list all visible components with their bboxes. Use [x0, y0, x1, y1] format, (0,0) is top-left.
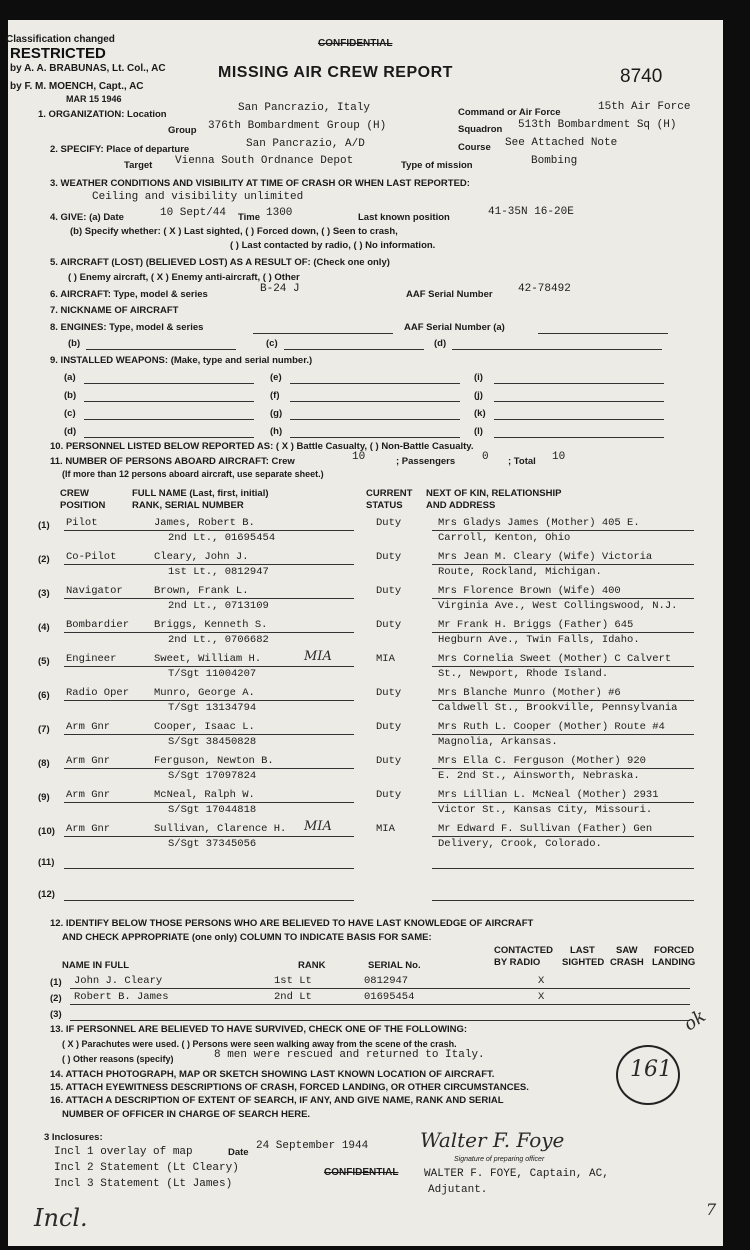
blank-line [432, 700, 694, 701]
crash-header: CRASH [610, 957, 644, 968]
crew-position: Co-Pilot [66, 551, 117, 563]
weapon-slot-label: (j) [474, 390, 483, 401]
course-value: See Attached Note [505, 137, 618, 149]
crew-status: MIA [376, 653, 395, 665]
crew-status: Duty [376, 517, 402, 529]
blank-line [64, 666, 354, 667]
blank-line [290, 401, 460, 402]
squadron-value: 513th Bombardment Sq (H) [518, 119, 677, 131]
aircraft-type: B-24 J [260, 283, 300, 295]
crew-rank-serial: 2nd Lt., 01695454 [168, 532, 276, 544]
form-title: MISSING AIR CREW REPORT [218, 64, 453, 81]
blank-line [84, 401, 254, 402]
s13-line1: 13. IF PERSONNEL ARE BELIEVED TO HAVE SURVIVED, CHECK ONE OF THE FOLLOWING: [50, 1024, 467, 1035]
name-full-header: NAME IN FULL [62, 960, 130, 971]
contacted-header: CONTACTED [494, 945, 553, 956]
sighted-header: SIGHTED [562, 957, 605, 968]
blank-line [64, 900, 354, 901]
blank-line [64, 734, 354, 735]
crew-name: Briggs, Kenneth S. [154, 619, 268, 631]
stamp-date: MAR 15 1946 [66, 94, 122, 104]
crew-rank-serial: S/Sgt 17044818 [168, 804, 257, 816]
weapon-slot-label: (e) [270, 372, 282, 383]
officer-name: WALTER F. FOYE, Captain, AC, [424, 1168, 609, 1180]
mission-label: Type of mission [401, 160, 473, 171]
target-label: Target [124, 160, 153, 171]
aircraft-serial-label: AAF Serial Number [406, 289, 493, 300]
crew-row-number: (10) [38, 826, 55, 837]
s1-label: 1. ORGANIZATION: Location [38, 109, 167, 120]
witness-serial: 0812947 [364, 975, 409, 987]
blank-line [494, 401, 664, 402]
crew-position: Arm Gnr [66, 789, 111, 801]
position-value: 41-35N 16-20E [488, 206, 574, 218]
stamp-line2: by A. A. BRABUNAS, Lt. Col., AC [10, 63, 166, 74]
blank-line [84, 419, 254, 420]
crew-position: Arm Gnr [66, 823, 111, 835]
aircraft-serial: 42-78492 [518, 283, 571, 295]
sign-label: Signature of preparing officer [454, 1156, 545, 1163]
crew-kin-line2: Virginia Ave., West Collingswood, N.J. [438, 600, 678, 612]
blank-line [290, 383, 460, 384]
weapon-slot-label: (l) [474, 426, 483, 437]
crew-kin-line1: Mrs Ruth L. Cooper (Mother) Route #4 [438, 721, 665, 733]
s5-label: 5. AIRCRAFT (LOST) (BELIEVED LOST) AS A RESULT OF: (Check one only) [50, 257, 390, 268]
blank-line [432, 768, 694, 769]
rank-header: RANK [298, 960, 326, 971]
crew-row-number: (11) [38, 857, 55, 868]
blank-line [432, 530, 694, 531]
s2-label: 2. SPECIFY: Place of departure [50, 144, 190, 155]
passengers-label: ; Passengers [396, 456, 456, 467]
target-value: Vienna South Ordnance Depot [175, 155, 354, 167]
weapon-slot-label: (k) [474, 408, 486, 419]
sign-date: 24 September 1944 [256, 1140, 369, 1152]
witness-basis-mark: X [538, 975, 545, 987]
crew-status: Duty [376, 585, 402, 597]
report-page [8, 20, 723, 1246]
inclosure-1: Incl 1 overlay of map [54, 1146, 193, 1158]
mia-handwritten-mark: MIA [304, 819, 332, 834]
crew-rank-serial: S/Sgt 17097824 [168, 770, 257, 782]
s6-label: 6. AIRCRAFT: Type, model & series [50, 289, 208, 300]
name-col-header: FULL NAME (Last, first, initial) [132, 488, 269, 499]
crew-name: Cleary, John J. [154, 551, 249, 563]
name-col-header-2: RANK, SERIAL NUMBER [132, 500, 244, 511]
serial-header: SERIAL No. [368, 960, 421, 971]
crew-position: Pilot [66, 517, 98, 529]
saw-header: SAW [616, 945, 638, 956]
blank-line [432, 564, 694, 565]
restricted-stamp: RESTRICTED [10, 45, 106, 62]
crew-status: Duty [376, 687, 402, 699]
s4-b1: (b) Specify whether: ( X ) Last sighted, ( ) Forced down, ( ) Seen to crash, [70, 226, 398, 237]
witness-serial: 01695454 [364, 991, 415, 1003]
crew-kin-line1: Mrs Cornelia Sweet (Mother) C Calvert [438, 653, 672, 665]
crew-rank-serial: S/Sgt 37345056 [168, 838, 257, 850]
blank-line [494, 419, 664, 420]
blank-line [432, 632, 694, 633]
mia-handwritten-mark: MIA [304, 649, 332, 664]
crew-kin-line1: Mrs Jean M. Cleary (Wife) Victoria [438, 551, 653, 563]
time-label: Time [238, 212, 261, 223]
crew-status: Duty [376, 721, 402, 733]
crew-row-number: (8) [38, 758, 50, 769]
crew-rank-serial: 1st Lt., 0812947 [168, 566, 269, 578]
weapon-slot-label: (g) [270, 408, 283, 419]
command-label: Command or Air Force [458, 107, 561, 118]
crew-row-number: (7) [38, 724, 50, 735]
crew-kin-line2: Magnolia, Arkansas. [438, 736, 558, 748]
s16-line1: 16. ATTACH A DESCRIPTION OF EXTENT OF SEARCH, IF ANY, AND GIVE NAME, RANK AND SERIAL [50, 1095, 504, 1106]
crew-name: Brown, Frank L. [154, 585, 249, 597]
passengers-count: 0 [482, 451, 489, 463]
s15: 15. ATTACH EYEWITNESS DESCRIPTIONS OF CRASH, FORCED LANDING, OR OTHER CIRCUMSTANCES. [50, 1082, 529, 1093]
crew-rank-serial: T/Sgt 11004207 [168, 668, 257, 680]
blank-line [432, 900, 694, 901]
crew-kin-line2: E. 2nd St., Ainsworth, Nebraska. [438, 770, 640, 782]
weapon-slot-label: (h) [270, 426, 283, 437]
crew-kin-line2: Hegburn Ave., Twin Falls, Idaho. [438, 634, 640, 646]
mission-value: Bombing [531, 155, 578, 167]
s11-note: (If more than 12 persons aboard aircraft, use separate sheet.) [62, 469, 324, 479]
crew-position: Arm Gnr [66, 721, 111, 733]
blank-line [432, 836, 694, 837]
total-count: 10 [552, 451, 566, 463]
crew-name: Sullivan, Clarence H. [154, 823, 287, 835]
crew-row-number: (9) [38, 792, 50, 803]
s13-line3: ( ) Other reasons (specify) [62, 1054, 174, 1064]
blank-line [70, 1004, 690, 1005]
inclosures-title: 3 Inclosures: [44, 1132, 103, 1143]
circled-number: 161 [630, 1057, 672, 1082]
crew-position: Bombardier [66, 619, 130, 631]
crew-col-header: CREW [60, 488, 90, 499]
crew-kin-line2: Victor St., Kansas City, Missouri. [438, 804, 653, 816]
weapon-slot-label: (a) [64, 372, 76, 383]
s8-label: 8. ENGINES: Type, model & series [50, 322, 204, 333]
total-label: ; Total [508, 456, 536, 467]
s14: 14. ATTACH PHOTOGRAPH, MAP OR SKETCH SHOWING LAST KNOWN LOCATION OF AIRCRAFT. [50, 1069, 495, 1080]
blank-line [64, 700, 354, 701]
s13-reason: 8 men were rescued and returned to Italy. [214, 1049, 485, 1061]
weather-value: Ceiling and visibility unlimited [92, 191, 304, 203]
inclosure-3: Incl 3 Statement (Lt James) [54, 1178, 233, 1190]
crew-kin-line1: Mrs Ella C. Ferguson (Mother) 920 [438, 755, 646, 767]
crew-status: Duty [376, 789, 402, 801]
crew-rank-serial: T/Sgt 13134794 [168, 702, 257, 714]
crew-position: Radio Oper [66, 687, 130, 699]
crew-kin-line2: Carroll, Kenton, Ohio [438, 532, 571, 544]
crew-count: 10 [352, 451, 366, 463]
crew-position: Arm Gnr [66, 755, 111, 767]
s12-line2: AND CHECK APPROPRIATE (one only) COLUMN TO INDICATE BASIS FOR SAME: [62, 932, 432, 943]
group-value: 376th Bombardment Group (H) [208, 120, 387, 132]
crew-name: Sweet, William H. [154, 653, 262, 665]
crew-kin-line1: Mrs Lillian L. McNeal (Mother) 2931 [438, 789, 659, 801]
blank-line [64, 598, 354, 599]
blank-line [432, 868, 694, 869]
command-value: 15th Air Force [598, 101, 691, 113]
confidential-header: CONFIDENTIAL [318, 38, 393, 49]
time-value: 1300 [266, 207, 293, 219]
stamp-line1: Classification changed [6, 34, 115, 45]
crew-kin-line2: Caldwell St., Brookville, Pennsylvania [438, 702, 678, 714]
signature-handwriting: Walter F. Foye [420, 1128, 565, 1152]
crew-row-number: (2) [38, 554, 50, 565]
witness-row-number: (2) [50, 993, 62, 1004]
blank-line [64, 802, 354, 803]
crew-row-number: (4) [38, 622, 50, 633]
crew-rank-serial: 2nd Lt., 0713109 [168, 600, 269, 612]
crew-kin-line1: Mrs Florence Brown (Wife) 400 [438, 585, 621, 597]
blank-line [70, 1020, 690, 1021]
inclosure-2: Incl 2 Statement (Lt Cleary) [54, 1162, 239, 1174]
blank-line [432, 802, 694, 803]
witness-name: Robert B. James [74, 991, 169, 1003]
blank-line [84, 437, 254, 438]
crew-status: Duty [376, 551, 402, 563]
crew-row-number: (5) [38, 656, 50, 667]
weapon-slot-label: (b) [64, 390, 77, 401]
s11-label: 11. NUMBER OF PERSONS ABOARD AIRCRAFT: Crew [50, 456, 295, 467]
confidential-footer: CONFIDENTIAL [324, 1167, 399, 1178]
blank-line [290, 419, 460, 420]
engine-c: (c) [266, 338, 278, 349]
crew-row-number: (12) [38, 889, 55, 900]
crew-rank-serial: S/Sgt 38450828 [168, 736, 257, 748]
s3-label: 3. WEATHER CONDITIONS AND VISIBILITY AT TIME OF CRASH OR WHEN LAST REPORTED: [50, 178, 470, 189]
forced-header: FORCED [654, 945, 695, 956]
crew-status: Duty [376, 619, 402, 631]
witness-row-number: (3) [50, 1009, 62, 1020]
s7-label: 7. NICKNAME OF AIRCRAFT [50, 305, 179, 316]
blank-line [290, 437, 460, 438]
blank-line [64, 564, 354, 565]
blank-line [494, 437, 664, 438]
s4-b2: ( ) Last contacted by radio, ( ) No information. [230, 240, 436, 251]
crew-kin-line1: Mrs Gladys James (Mother) 405 E. [438, 517, 640, 529]
crew-kin-line2: Route, Rockland, Michigan. [438, 566, 602, 578]
report-number: 8740 [620, 66, 663, 87]
status-col-header: CURRENT [366, 488, 413, 499]
blank-line [64, 768, 354, 769]
kin-col-header-2: AND ADDRESS [426, 500, 496, 511]
crew-name: Munro, George A. [154, 687, 255, 699]
blank-line [64, 530, 354, 531]
crew-kin-line1: Mr Edward F. Sullivan (Father) Gen [438, 823, 653, 835]
crew-position: Engineer [66, 653, 117, 665]
page-number: 7 [706, 1200, 717, 1219]
witness-basis-mark: X [538, 991, 545, 1003]
engine-d: (d) [434, 338, 447, 349]
crew-kin-line2: Delivery, Crook, Colorado. [438, 838, 602, 850]
s13-line2: ( X ) Parachutes were used. ( ) Persons were seen walking away from the scene of the crash. [62, 1039, 457, 1049]
course-label: Course [458, 142, 491, 153]
landing-header: LANDING [652, 957, 696, 968]
ok-mark: ok [679, 1005, 710, 1036]
crew-name: James, Robert B. [154, 517, 255, 529]
blank-line [70, 988, 690, 989]
blank-line [432, 666, 694, 667]
engine-b: (b) [68, 338, 81, 349]
status-col-header-2: STATUS [366, 500, 403, 511]
squadron-label: Squadron [458, 124, 503, 135]
crew-col-header-2: POSITION [60, 500, 106, 511]
weapon-slot-label: (d) [64, 426, 77, 437]
witness-row-number: (1) [50, 977, 62, 988]
witness-rank: 1st Lt [274, 975, 312, 987]
blank-line [64, 868, 354, 869]
date-value: 10 Sept/44 [160, 207, 227, 219]
crew-row-number: (3) [38, 588, 50, 599]
crew-kin-line2: St., Newport, Rhode Island. [438, 668, 609, 680]
location-value: San Pancrazio, Italy [238, 102, 371, 114]
crew-rank-serial: 2nd Lt., 0706682 [168, 634, 269, 646]
crew-status: MIA [376, 823, 395, 835]
sign-date-label: Date [228, 1147, 249, 1158]
group-label: Group [168, 125, 197, 136]
crew-name: Cooper, Isaac L. [154, 721, 255, 733]
witness-name: John J. Cleary [74, 975, 163, 987]
s5-options: ( ) Enemy aircraft, ( X ) Enemy anti-aircraft, ( ) Other [68, 272, 300, 283]
departure-value: San Pancrazio, A/D [246, 138, 365, 150]
s16-line2: NUMBER OF OFFICER IN CHARGE OF SEARCH HERE. [62, 1109, 311, 1120]
crew-row-number: (1) [38, 520, 50, 531]
blank-line [432, 734, 694, 735]
weapon-slot-label: (c) [64, 408, 76, 419]
crew-name: McNeal, Ralph W. [154, 789, 255, 801]
blank-line [432, 598, 694, 599]
blank-line [64, 632, 354, 633]
handwritten-incl: Incl. [34, 1204, 88, 1232]
kin-col-header: NEXT OF KIN, RELATIONSHIP [426, 488, 562, 499]
s10-label: 10. PERSONNEL LISTED BELOW REPORTED AS: ( X ) Battle Casualty, ( ) Non-Battle Casualty. [50, 441, 474, 452]
s12-line1: 12. IDENTIFY BELOW THOSE PERSONS WHO ARE BELIEVED TO HAVE LAST KNOWLEDGE OF AIRCRAFT [50, 918, 534, 929]
crew-status: Duty [376, 755, 402, 767]
engine-serial-label: AAF Serial Number (a) [404, 322, 505, 333]
crew-name: Ferguson, Newton B. [154, 755, 274, 767]
s9-label: 9. INSTALLED WEAPONS: (Make, type and serial number.) [50, 355, 313, 366]
stamp-line3: by F. M. MOENCH, Capt., AC [10, 81, 144, 92]
crew-row-number: (6) [38, 690, 50, 701]
last-header: LAST [570, 945, 595, 956]
crew-kin-line1: Mrs Blanche Munro (Mother) #6 [438, 687, 621, 699]
position-label: Last known position [358, 212, 450, 223]
weapon-slot-label: (f) [270, 390, 280, 401]
contacted-header-2: BY RADIO [494, 957, 541, 968]
crew-position: Navigator [66, 585, 123, 597]
blank-line [64, 836, 354, 837]
blank-line [84, 383, 254, 384]
crew-kin-line1: Mr Frank H. Briggs (Father) 645 [438, 619, 634, 631]
blank-line [494, 383, 664, 384]
officer-title: Adjutant. [428, 1184, 488, 1196]
s4-label: 4. GIVE: (a) Date [50, 212, 124, 223]
weapon-slot-label: (i) [474, 372, 483, 383]
witness-rank: 2nd Lt [274, 991, 312, 1003]
